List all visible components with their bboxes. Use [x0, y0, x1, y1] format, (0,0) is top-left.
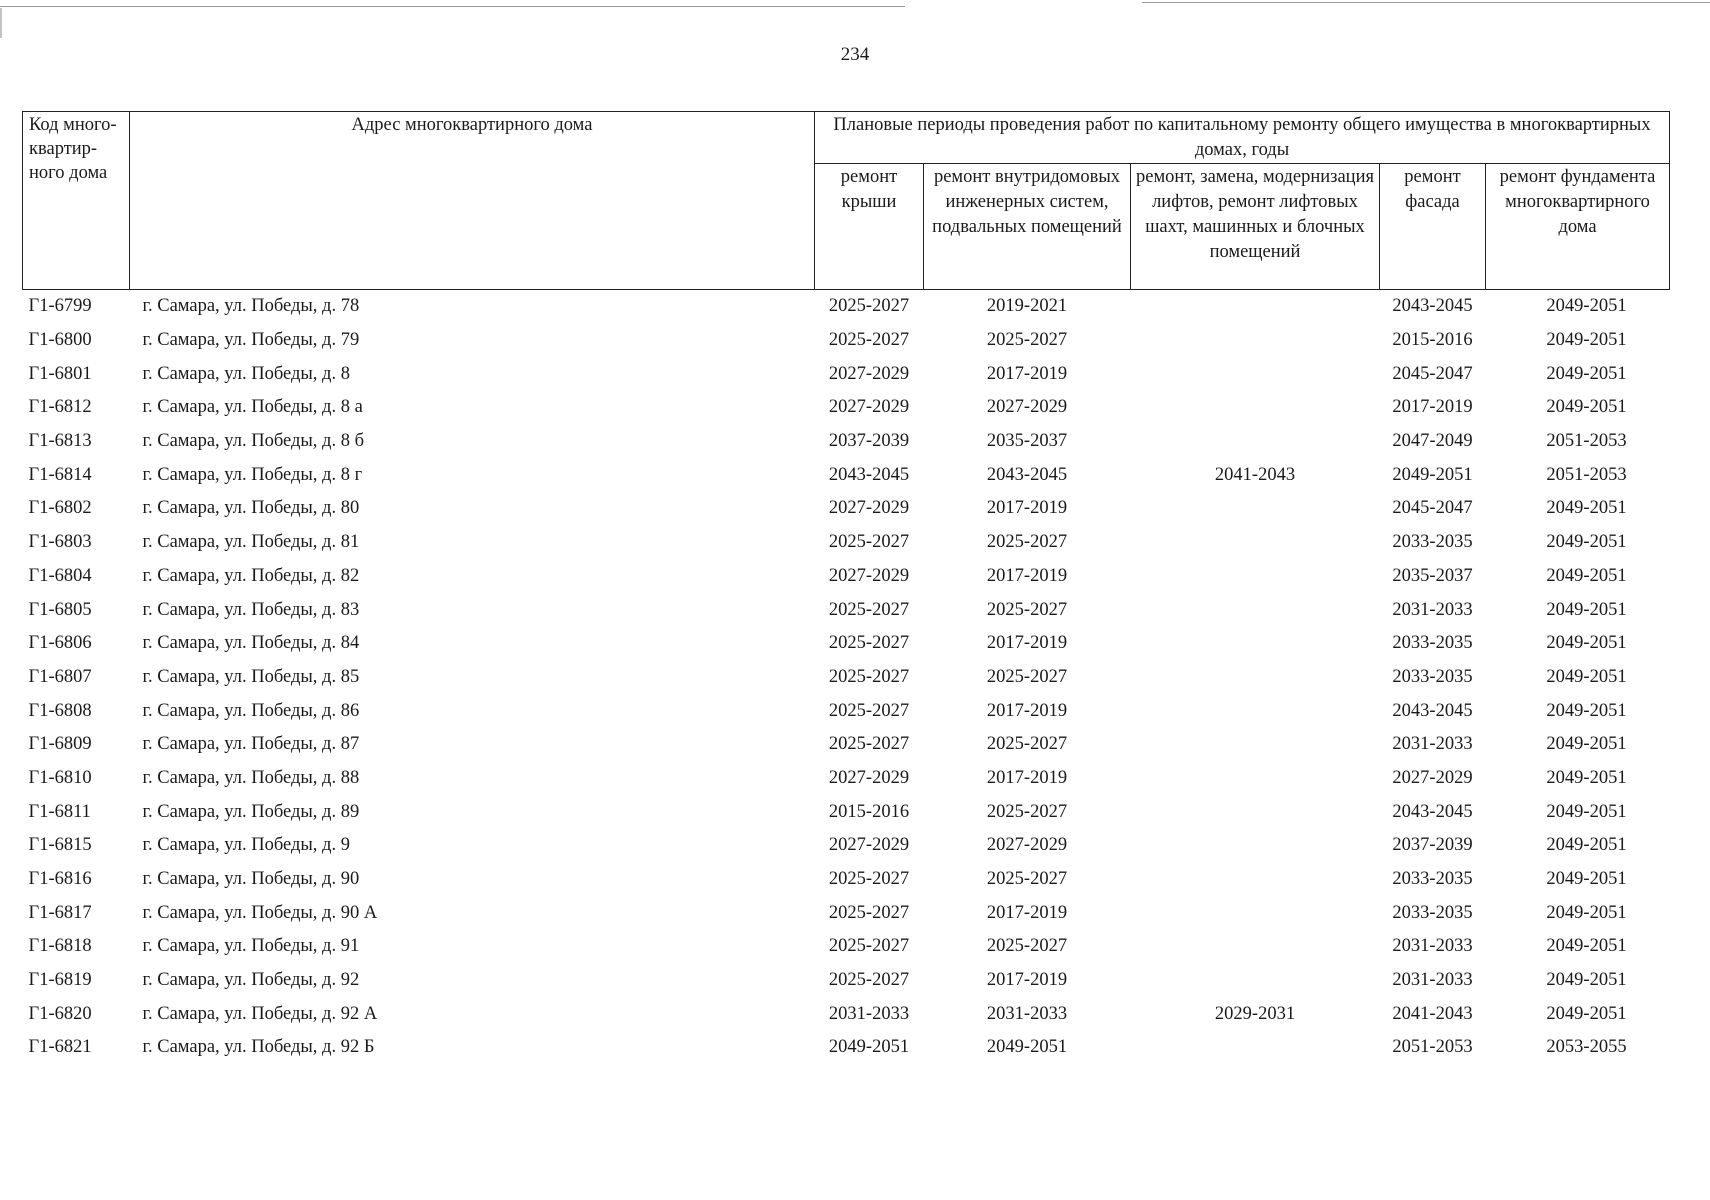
cell-elevators — [1131, 762, 1380, 796]
cell-engineering: 2017-2019 — [986, 700, 1068, 721]
cell-address: г. Самара, ул. Победы, д. 9 — [142, 835, 350, 856]
cell-code: Г1-6809 — [28, 734, 92, 755]
cell-elevators — [1131, 357, 1380, 391]
cell-facade: 2031-2033 — [1392, 734, 1473, 755]
cell-engineering: 2017-2019 — [986, 565, 1068, 586]
cell-elevators: 2041-2043 — [1214, 464, 1296, 485]
cell-foundation: 2049-2051 — [1546, 970, 1627, 991]
cell-foundation: 2049-2051 — [1546, 532, 1627, 553]
cell-facade: 2045-2047 — [1392, 363, 1473, 384]
cell-engineering: 2017-2019 — [986, 633, 1068, 654]
cell-roof: 2015-2016 — [828, 801, 910, 822]
table-row — [23, 458, 1670, 492]
cell-address: г. Самара, ул. Победы, д. 86 — [142, 700, 360, 721]
cell-code: Г1-6817 — [28, 902, 92, 923]
header-engineering: ремонт внутридомовых инженерных систем, подвальных помещений — [924, 164, 1131, 290]
cell-address: г. Самара, ул. Победы, д. 8 — [142, 363, 350, 384]
cell-code: Г1-6813 — [28, 431, 92, 452]
cell-address: г. Самара, ул. Победы, д. 90 А — [142, 902, 378, 923]
cell-address: г. Самара, ул. Победы, д. 81 — [142, 532, 360, 553]
table-row — [23, 728, 1670, 762]
table-row — [23, 593, 1670, 627]
cell-facade: 2031-2033 — [1392, 936, 1473, 957]
cell-address: г. Самара, ул. Победы, д. 79 — [142, 330, 360, 351]
cell-engineering: 2017-2019 — [986, 363, 1068, 384]
cell-engineering: 2043-2045 — [986, 464, 1068, 485]
table-row — [23, 762, 1670, 796]
table-row — [23, 896, 1670, 930]
cell-roof: 2025-2027 — [828, 296, 910, 317]
cell-elevators — [1131, 324, 1380, 358]
cell-engineering: 2019-2021 — [986, 296, 1068, 317]
table-row — [23, 694, 1670, 728]
cell-foundation: 2049-2051 — [1546, 397, 1627, 418]
cell-foundation: 2049-2051 — [1546, 1003, 1627, 1024]
cell-engineering: 2017-2019 — [986, 970, 1068, 991]
cell-engineering: 2025-2027 — [986, 532, 1068, 553]
cell-elevators — [1131, 593, 1380, 627]
table-row — [23, 863, 1670, 897]
repair-schedule-table — [22, 111, 1670, 1065]
cell-roof: 2025-2027 — [828, 902, 910, 923]
cell-facade: 2045-2047 — [1392, 498, 1473, 519]
cell-elevators — [1131, 896, 1380, 930]
cell-roof: 2027-2029 — [828, 498, 910, 519]
cell-foundation: 2049-2051 — [1546, 902, 1627, 923]
cell-roof: 2027-2029 — [828, 397, 910, 418]
cell-foundation: 2049-2051 — [1546, 666, 1627, 687]
cell-foundation: 2049-2051 — [1546, 565, 1627, 586]
cell-roof: 2025-2027 — [828, 700, 910, 721]
header-address: Адрес многоквартирного дома — [130, 112, 815, 290]
cell-elevators — [1131, 492, 1380, 526]
cell-address: г. Самара, ул. Победы, д. 92 А — [142, 1003, 378, 1024]
cell-engineering: 2025-2027 — [986, 936, 1068, 957]
cell-facade: 2017-2019 — [1392, 397, 1473, 418]
cell-foundation: 2049-2051 — [1546, 599, 1627, 620]
cell-code: Г1-6814 — [28, 464, 92, 485]
cell-code: Г1-6806 — [28, 633, 92, 654]
cell-foundation: 2049-2051 — [1546, 363, 1627, 384]
cell-foundation: 2049-2051 — [1546, 869, 1627, 890]
cell-address: г. Самара, ул. Победы, д. 90 — [142, 869, 360, 890]
cell-foundation: 2049-2051 — [1546, 700, 1627, 721]
page-number: 234 — [840, 44, 870, 65]
cell-roof: 2031-2033 — [828, 1003, 910, 1024]
table-row — [23, 324, 1670, 358]
table-row — [23, 357, 1670, 391]
cell-facade: 2035-2037 — [1392, 565, 1473, 586]
cell-engineering: 2017-2019 — [986, 767, 1068, 788]
cell-foundation: 2049-2051 — [1546, 633, 1627, 654]
cell-code: Г1-6807 — [28, 666, 92, 687]
cell-code: Г1-6811 — [28, 801, 91, 822]
cell-code: Г1-6799 — [28, 296, 92, 317]
cell-engineering: 2027-2029 — [986, 835, 1068, 856]
cell-roof: 2027-2029 — [828, 767, 910, 788]
table-row — [23, 997, 1670, 1031]
table-row — [23, 492, 1670, 526]
cell-address: г. Самара, ул. Победы, д. 8 б — [142, 431, 365, 452]
cell-code: Г1-6816 — [28, 869, 92, 890]
cell-roof: 2049-2051 — [828, 1037, 910, 1058]
cell-roof: 2025-2027 — [828, 970, 910, 991]
table-row — [23, 1031, 1670, 1065]
cell-facade: 2041-2043 — [1392, 1003, 1473, 1024]
cell-roof: 2025-2027 — [828, 734, 910, 755]
table-row — [23, 391, 1670, 425]
cell-roof: 2027-2029 — [828, 363, 910, 384]
cell-facade: 2015-2016 — [1392, 330, 1473, 351]
cell-foundation: 2049-2051 — [1546, 936, 1627, 957]
cell-elevators — [1131, 863, 1380, 897]
cell-elevators — [1131, 930, 1380, 964]
cell-elevators — [1131, 661, 1380, 695]
cell-code: Г1-6818 — [28, 936, 92, 957]
cell-foundation: 2053-2055 — [1546, 1037, 1627, 1058]
cell-facade: 2047-2049 — [1392, 431, 1473, 452]
cell-address: г. Самара, ул. Победы, д. 89 — [142, 801, 360, 822]
cell-foundation: 2049-2051 — [1546, 801, 1627, 822]
cell-engineering: 2025-2027 — [986, 666, 1068, 687]
cell-elevators — [1131, 829, 1380, 863]
cell-code: Г1-6800 — [28, 330, 92, 351]
cell-address: г. Самара, ул. Победы, д. 92 Б — [142, 1037, 375, 1058]
cell-facade: 2031-2033 — [1392, 599, 1473, 620]
cell-engineering: 2025-2027 — [986, 869, 1068, 890]
cell-address: г. Самара, ул. Победы, д. 84 — [142, 633, 360, 654]
table-body — [23, 290, 1670, 1065]
table-row — [23, 526, 1670, 560]
table-row — [23, 661, 1670, 695]
cell-elevators — [1131, 425, 1380, 459]
cell-engineering: 2025-2027 — [986, 801, 1068, 822]
cell-elevators — [1131, 1031, 1380, 1065]
cell-facade: 2043-2045 — [1392, 296, 1473, 317]
cell-code: Г1-6810 — [28, 767, 92, 788]
cell-elevators — [1131, 290, 1380, 324]
cell-facade: 2033-2035 — [1392, 532, 1473, 553]
cell-facade: 2051-2053 — [1392, 1037, 1473, 1058]
cell-roof: 2025-2027 — [828, 869, 910, 890]
cell-roof: 2025-2027 — [828, 633, 910, 654]
cell-facade: 2031-2033 — [1392, 970, 1473, 991]
header-periods: Плановые периоды проведения работ по капитальному ремонту общего имущества в многоквартирных домах, годы — [815, 112, 1670, 164]
scan-edge-line-left — [0, 6, 905, 7]
cell-elevators — [1131, 694, 1380, 728]
cell-code: Г1-6808 — [28, 700, 92, 721]
header-roof: ремонт крыши — [815, 164, 924, 290]
cell-facade: 2033-2035 — [1392, 869, 1473, 890]
cell-elevators — [1131, 560, 1380, 594]
cell-elevators — [1131, 728, 1380, 762]
cell-facade: 2043-2045 — [1392, 700, 1473, 721]
cell-elevators — [1131, 391, 1380, 425]
table-row — [23, 930, 1670, 964]
cell-roof: 2025-2027 — [828, 599, 910, 620]
cell-engineering: 2025-2027 — [986, 330, 1068, 351]
cell-address: г. Самара, ул. Победы, д. 8 г — [142, 464, 363, 485]
cell-foundation: 2051-2053 — [1546, 431, 1627, 452]
cell-roof: 2025-2027 — [828, 330, 910, 351]
cell-facade: 2027-2029 — [1392, 767, 1473, 788]
table-row — [23, 290, 1670, 324]
cell-code: Г1-6805 — [28, 599, 92, 620]
cell-roof: 2037-2039 — [828, 431, 910, 452]
cell-address: г. Самара, ул. Победы, д. 87 — [142, 734, 360, 755]
cell-address: г. Самара, ул. Победы, д. 78 — [142, 296, 360, 317]
cell-engineering: 2017-2019 — [986, 902, 1068, 923]
cell-roof: 2025-2027 — [828, 666, 910, 687]
cell-engineering: 2027-2029 — [986, 397, 1068, 418]
header-foundation: ремонт фундамента многоквартирного дома — [1486, 164, 1670, 290]
cell-code: Г1-6801 — [28, 363, 92, 384]
cell-facade: 2037-2039 — [1392, 835, 1473, 856]
table-row — [23, 829, 1670, 863]
table-header — [23, 112, 1670, 290]
cell-code: Г1-6820 — [28, 1003, 92, 1024]
cell-elevators — [1131, 627, 1380, 661]
table-row — [23, 627, 1670, 661]
cell-address: г. Самара, ул. Победы, д. 92 — [142, 970, 360, 991]
cell-code: Г1-6819 — [28, 970, 92, 991]
cell-address: г. Самара, ул. Победы, д. 83 — [142, 599, 360, 620]
cell-code: Г1-6812 — [28, 397, 92, 418]
cell-facade: 2043-2045 — [1392, 801, 1473, 822]
scan-corner-mark — [0, 8, 20, 38]
cell-foundation: 2049-2051 — [1546, 498, 1627, 519]
cell-code: Г1-6803 — [28, 532, 92, 553]
table-row — [23, 964, 1670, 998]
cell-foundation: 2049-2051 — [1546, 330, 1627, 351]
cell-code: Г1-6815 — [28, 835, 92, 856]
cell-facade: 2049-2051 — [1392, 464, 1473, 485]
cell-elevators: 2029-2031 — [1214, 1003, 1296, 1024]
cell-address: г. Самара, ул. Победы, д. 80 — [142, 498, 360, 519]
table-row — [23, 795, 1670, 829]
cell-foundation: 2049-2051 — [1546, 835, 1627, 856]
header-code: Код много-квартир-ного дома — [23, 112, 130, 290]
header-elevators: ремонт, замена, модернизация лифтов, ремонт лифтовых шахт, машинных и блочных помещений — [1131, 164, 1380, 290]
cell-foundation: 2049-2051 — [1546, 734, 1627, 755]
cell-code: Г1-6804 — [28, 565, 92, 586]
cell-foundation: 2051-2053 — [1546, 464, 1627, 485]
cell-code: Г1-6821 — [28, 1037, 92, 1058]
cell-roof: 2027-2029 — [828, 565, 910, 586]
scan-edge-line-right — [1142, 2, 1710, 3]
cell-address: г. Самара, ул. Победы, д. 85 — [142, 666, 360, 687]
cell-elevators — [1131, 964, 1380, 998]
cell-engineering: 2035-2037 — [986, 431, 1068, 452]
cell-roof: 2043-2045 — [828, 464, 910, 485]
cell-foundation: 2049-2051 — [1546, 296, 1627, 317]
cell-facade: 2033-2035 — [1392, 666, 1473, 687]
cell-address: г. Самара, ул. Победы, д. 82 — [142, 565, 360, 586]
cell-elevators — [1131, 526, 1380, 560]
cell-roof: 2025-2027 — [828, 936, 910, 957]
cell-code: Г1-6802 — [28, 498, 92, 519]
cell-roof: 2025-2027 — [828, 532, 910, 553]
table-row — [23, 560, 1670, 594]
cell-address: г. Самара, ул. Победы, д. 8 а — [142, 397, 363, 418]
cell-roof: 2027-2029 — [828, 835, 910, 856]
cell-foundation: 2049-2051 — [1546, 767, 1627, 788]
cell-elevators — [1131, 795, 1380, 829]
cell-address: г. Самара, ул. Победы, д. 88 — [142, 767, 360, 788]
header-facade: ремонт фасада — [1380, 164, 1486, 290]
cell-engineering: 2025-2027 — [986, 734, 1068, 755]
cell-engineering: 2031-2033 — [986, 1003, 1068, 1024]
cell-engineering: 2017-2019 — [986, 498, 1068, 519]
cell-address: г. Самара, ул. Победы, д. 91 — [142, 936, 360, 957]
cell-facade: 2033-2035 — [1392, 902, 1473, 923]
table-row — [23, 425, 1670, 459]
cell-engineering: 2049-2051 — [986, 1037, 1068, 1058]
cell-facade: 2033-2035 — [1392, 633, 1473, 654]
cell-engineering: 2025-2027 — [986, 599, 1068, 620]
